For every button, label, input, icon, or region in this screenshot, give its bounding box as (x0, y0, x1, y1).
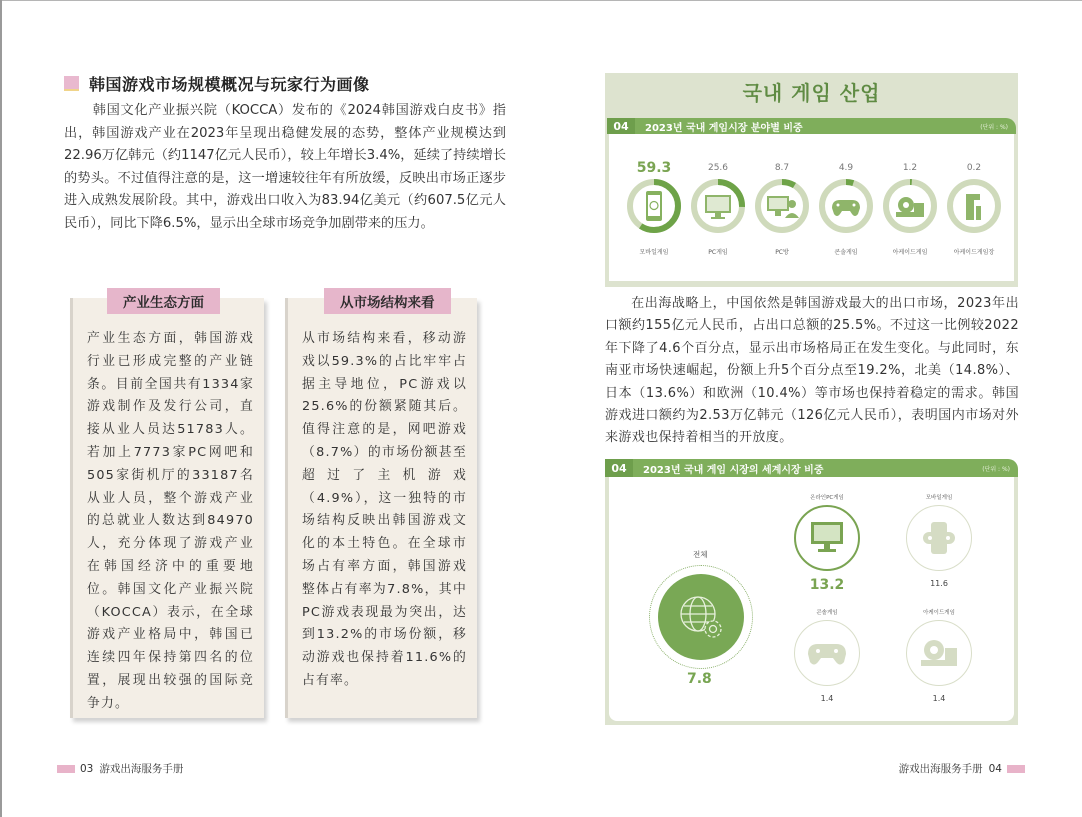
footer-title: 游戏出海服务手册 (99, 763, 184, 775)
segment-mobile (899, 493, 979, 588)
donut-label: PC방 (775, 249, 789, 256)
export-text: 在出海战略上，中国依然是韩国游戏最大的出口市场，2023年出口额约155亿元人民币，占出口总额的25.5%。不过这一比例较2022年下降了4.6个百分点，显示出市场格局正在发生变化。与此同时，东南亚市场快速崛起，份额上升5个百分点至19.2%，北美（14.8%）、日本（13.6%）和欧洲（10.4%）等市场也保持着稳定的需求。韩国游戏进口额约为2.53万亿韩元（126亿元人民币），表明国内市场对外来游戏也保持着相当的开放度。 (605, 296, 1019, 446)
donut-value: 1.2 (902, 163, 918, 173)
page-edge-top (0, 0, 1082, 1)
infographic-title: 국내 게임 산업 (742, 81, 881, 105)
segment-label: 아케이드게임 (923, 610, 955, 616)
donut-value: 0.2 (966, 163, 982, 173)
chart-unit: (단위 : %) (982, 465, 1010, 473)
donut-mobile (623, 134, 685, 256)
section-title: 韩国游戏市场规模概况与玩家行为画像 (89, 75, 370, 94)
donut-arcade-venue (943, 134, 1005, 256)
total-label: 전체 (693, 550, 708, 559)
donut-label: 아케이드게임장 (953, 249, 995, 256)
page-edge-left (0, 0, 2, 817)
donut-value: 59.3 (636, 160, 672, 176)
page-number: 04 (988, 762, 1002, 775)
segment-label: 콘솔게임 (816, 610, 838, 616)
footer-left (57, 761, 183, 776)
infographic-domestic-market-share (605, 73, 1018, 287)
chart-number: 04 (605, 459, 633, 477)
segment-value: 1.4 (820, 694, 834, 703)
gamepad-icon (818, 178, 874, 234)
card-body: 产业生态方面，韩国游戏行业已形成完整的产业链条。目前全国共有1334家游戏制作及发行公司，直接从业人员达51783人。若加上7773家PC网吧和505家街机厅的33187名从业人员，整个游戏产业的总就业人数达到84970人，充分体现了游戏产业在韩国经济中的重要地位。韩国文化产业振兴院（KOCCA）表示，在全球游戏产业格局中，韩国已连续四年保持第四名的位置，展现出较强的国际竞争力。 (87, 331, 254, 711)
donut-value: 8.7 (774, 163, 790, 173)
chart-unit: (단위 : %) (980, 123, 1008, 131)
donut-value: 4.9 (838, 163, 854, 173)
total-circle (649, 565, 753, 669)
footer-title: 游戏出海服务手册 (898, 763, 983, 775)
segment-label: 모바일게임 (925, 495, 953, 501)
donut-value: 25.6 (707, 163, 729, 173)
chart-title: 2023년 국내 게임시장 분야별 비중 (645, 122, 803, 134)
card-industry-ecosystem (70, 295, 264, 718)
mobile-gamepad-icon (919, 518, 959, 558)
chart-header (605, 459, 1018, 477)
intro-paragraph (64, 100, 506, 235)
segment-value: 1.4 (932, 694, 946, 703)
page-number: 03 (80, 762, 94, 775)
arcade-machine-icon (882, 178, 938, 234)
intro-text: 韩国文化产业振兴院（KOCCA）发布的《2024韩国游戏白皮书》指出，韩国游戏产业在2023年呈现出稳健发展的态势，整体产业规模达到22.96万亿韩元（约1147亿元人民币），较上年增长3.4%，延续了持续增长的势头。不过值得注意的是，这一增速较往年有所放缓，反映出市场正逐步进入成熟发展阶段。其中，游戏出口收入为83.94亿美元（约607.5亿元人民币），同比下降6.5%，显示出全球市场竞争加剧带来的压力。 (64, 103, 506, 231)
donut-pcbang (751, 134, 813, 256)
chart-title: 2023년 국내 게임 시장의 세계시장 비중 (643, 464, 824, 476)
infographic-global-share (605, 459, 1018, 725)
footer-marker-icon (57, 765, 75, 773)
smartphone-icon (626, 178, 682, 234)
donut-pc (687, 134, 749, 256)
card-tag: 从市场结构来看 (324, 288, 451, 314)
pc-bang-icon (754, 178, 810, 234)
pc-monitor-icon (807, 520, 847, 556)
segment-label: 온라인PC게임 (810, 495, 844, 501)
card-tag: 产业生态方面 (107, 288, 220, 314)
card-body: 从市场结构来看，移动游戏以59.3%的占比牢牢占据主导地位，PC游戏以25.6%的份额紧随其后。值得注意的是，网吧游戏（8.7%）的市场份额甚至超过了主机游戏（4.9%），这一独特的市场结构反映出韩国游戏文化的本土特色。在全球市场占有率方面，韩国游戏整体占有率为7.8%，其中PC游戏表现最为突出，达到13.2%的市场份额，移动游戏也保持着11.6%的占有率。 (302, 331, 467, 688)
export-paragraph (605, 293, 1019, 450)
footer-marker-icon (1007, 765, 1025, 773)
segment-online-pc (787, 493, 867, 593)
segment-value: 11.6 (930, 579, 948, 588)
donut-label: 콘솔게임 (834, 249, 858, 256)
arcade-machine-icon (917, 636, 961, 670)
chart-header (607, 118, 1016, 134)
donut-arcade (879, 134, 941, 256)
heading-marker-icon (64, 76, 79, 91)
donut-label: PC게임 (708, 249, 728, 256)
donut-label: 아케이드게임 (892, 249, 928, 256)
donut-console (815, 134, 877, 256)
global-share-area (609, 477, 1014, 721)
section-heading (64, 72, 370, 95)
donut-chart-area (609, 134, 1014, 281)
donut-label: 모바일게임 (639, 249, 669, 256)
arcade-venue-icon (946, 178, 1002, 234)
footer-right (899, 761, 1025, 776)
globe-gear-icon (671, 587, 731, 647)
total-value: 7.8 (687, 671, 712, 687)
segment-console (787, 608, 867, 703)
gamepad-icon (805, 638, 849, 668)
segment-value: 13.2 (809, 577, 845, 593)
segment-arcade (899, 608, 979, 703)
card-market-structure (285, 295, 477, 718)
chart-number: 04 (607, 118, 635, 134)
pc-monitor-icon (690, 178, 746, 234)
